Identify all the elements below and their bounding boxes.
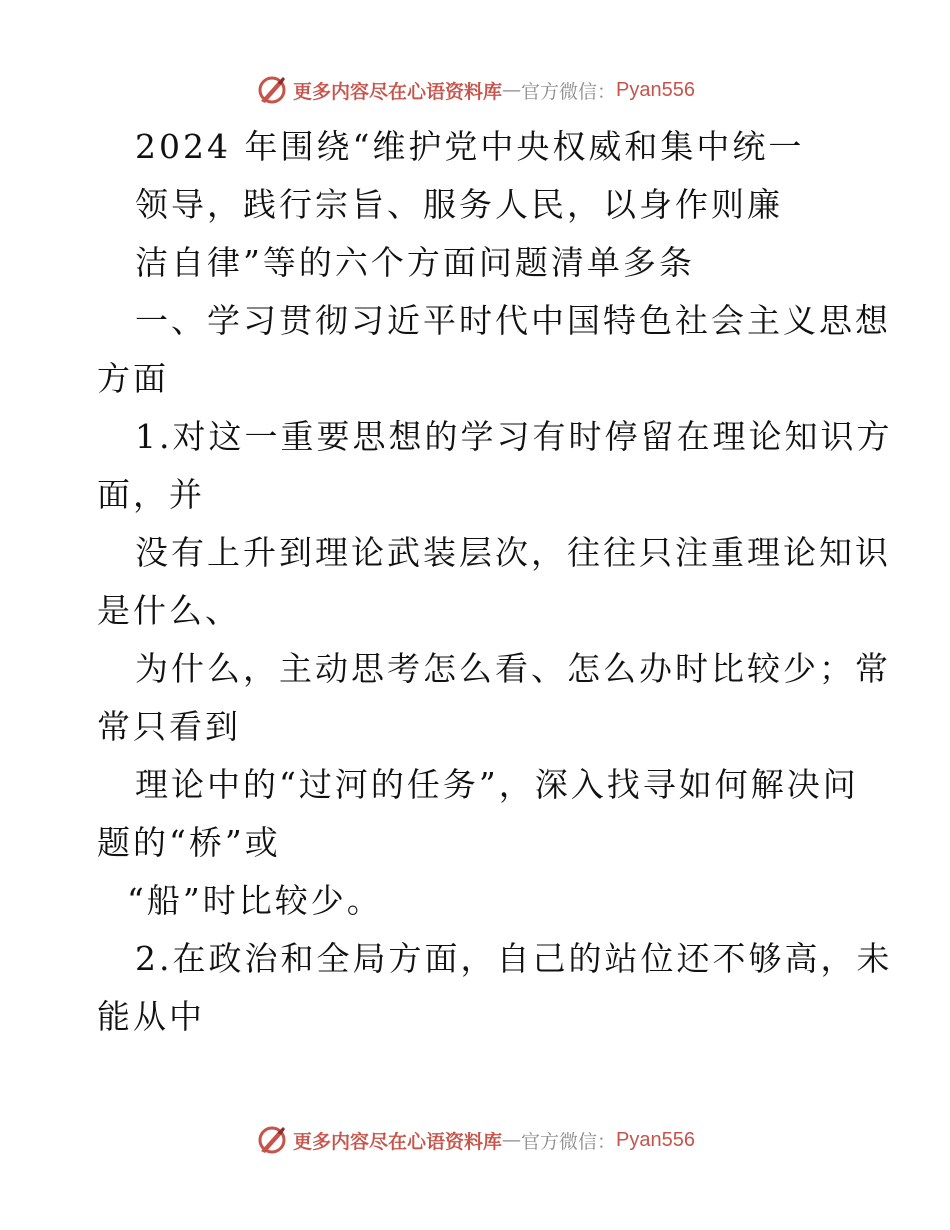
- banner-promo-text: 更多内容尽在心语资料库: [293, 80, 503, 103]
- paragraph-line: 1.对这一重要思想的学习有时停留在理论知识方: [135, 417, 893, 456]
- document-title-line: 2024 年围绕“维护党中央权威和集中统一: [135, 127, 805, 166]
- paragraph-line: 面，并: [97, 475, 205, 514]
- section-heading-line: 方面: [97, 359, 169, 398]
- pen-logo-icon: [255, 1123, 289, 1157]
- paragraph-line: 能从中: [97, 997, 205, 1036]
- paragraph-line: 理论中的“过河的任务”，深入找寻如何解决问: [135, 765, 859, 804]
- paragraph-line: “船”时比较少。: [127, 881, 383, 920]
- header-banner: [0, 70, 950, 110]
- banner-wechat-id: Pyan556: [616, 78, 695, 101]
- pen-logo-icon: [255, 73, 289, 107]
- banner-dash: —: [502, 1129, 522, 1151]
- paragraph-line: 没有上升到理论武装层次，往往只注重理论知识: [135, 533, 891, 572]
- banner-wechat-label: 官方微信：: [521, 1130, 617, 1153]
- paragraph-line: 题的“桥”或: [97, 823, 281, 862]
- banner-wechat-label: 官方微信：: [521, 80, 617, 103]
- banner-dash: —: [502, 79, 522, 101]
- banner-wechat-id: Pyan556: [616, 1128, 695, 1151]
- document-body: [97, 118, 893, 1046]
- paragraph-line: 为什么，主动思考怎么看、怎么办时比较少；常: [135, 649, 891, 688]
- footer-banner: [0, 1120, 950, 1160]
- section-heading-line: 一、学习贯彻习近平时代中国特色社会主义思想: [135, 301, 891, 340]
- document-title-line: 洁自律”等的六个方面问题清单多条: [135, 243, 695, 282]
- banner-promo-text: 更多内容尽在心语资料库: [293, 1130, 503, 1153]
- paragraph-line: 2.在政治和全局方面，自己的站位还不够高，未: [135, 939, 893, 978]
- document-title-line: 领导，践行宗旨、服务人民，以身作则廉: [135, 185, 783, 224]
- paragraph-line: 是什么、: [97, 591, 241, 630]
- paragraph-line: 常只看到: [97, 707, 241, 746]
